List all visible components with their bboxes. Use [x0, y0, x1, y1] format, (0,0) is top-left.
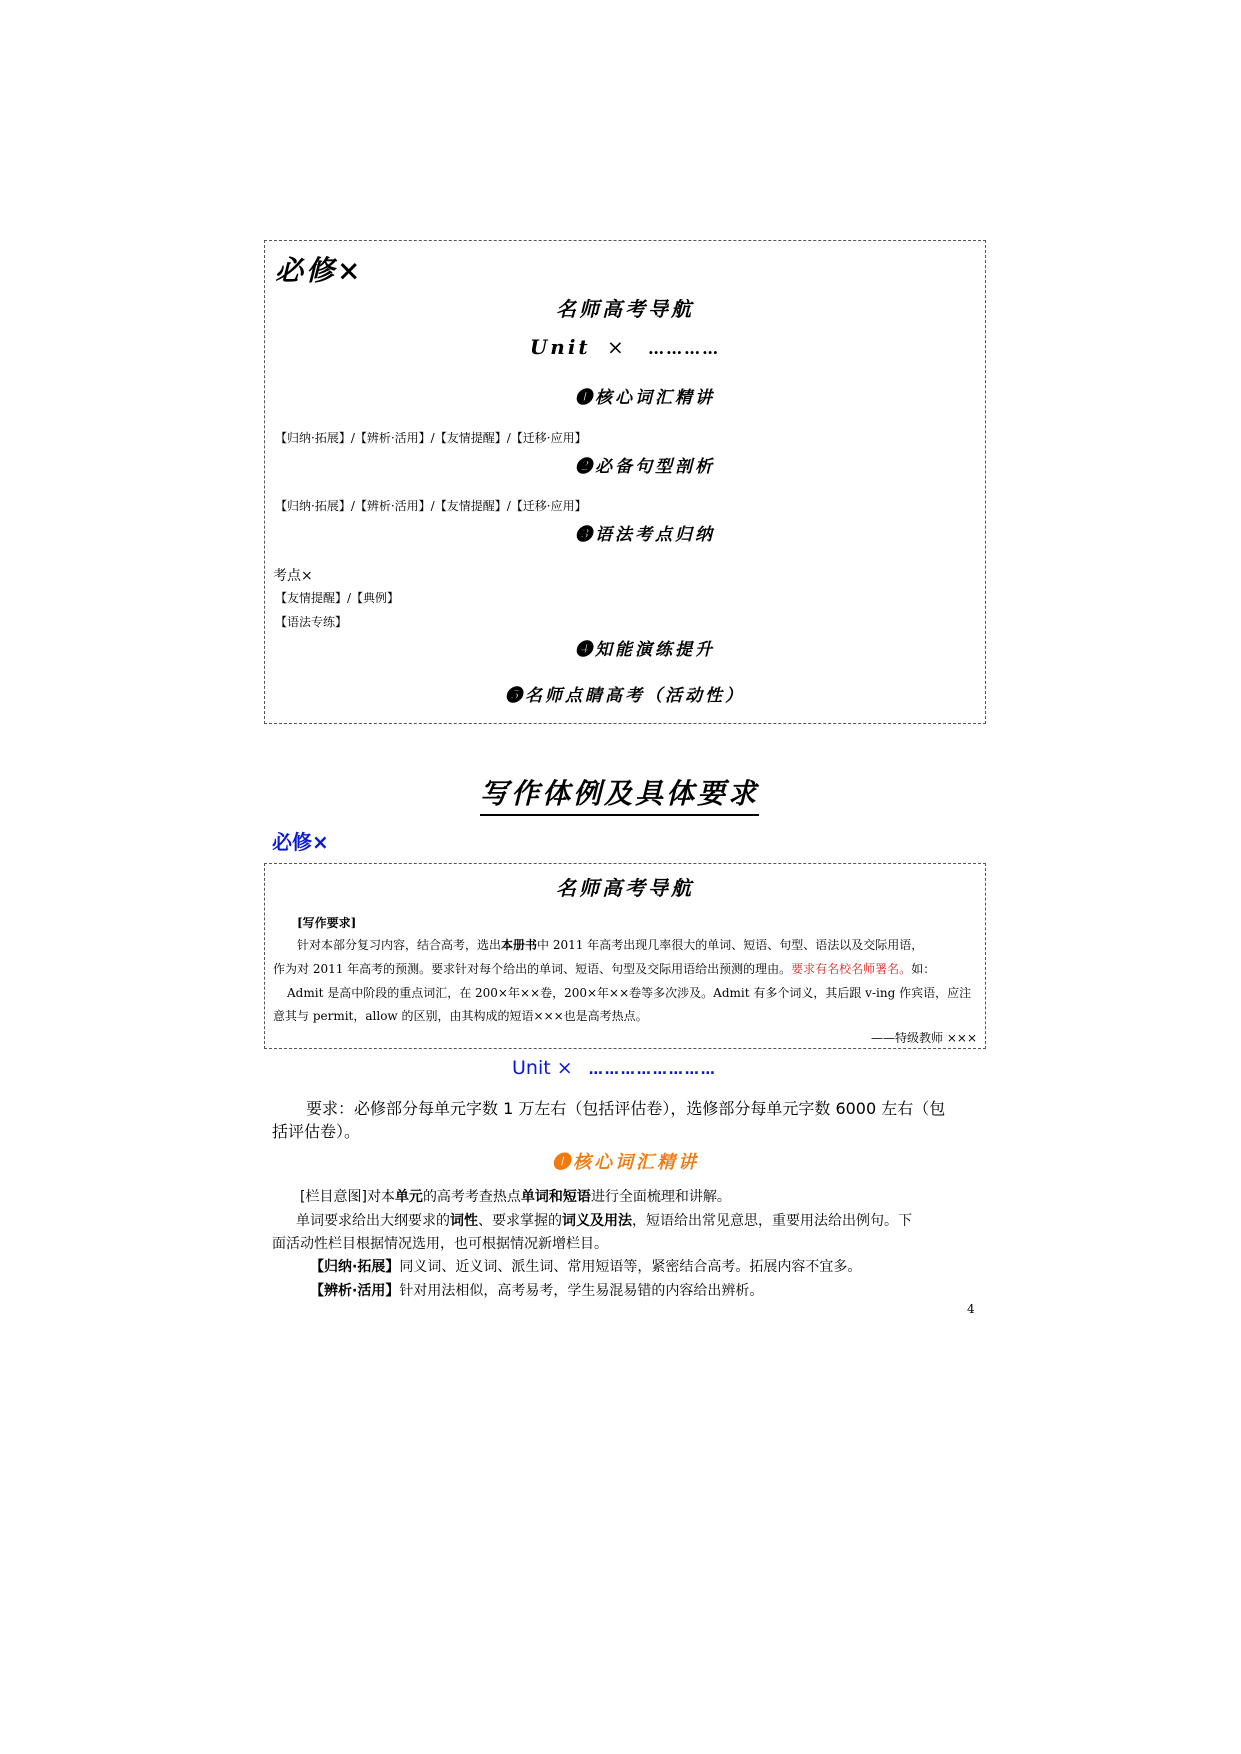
section1-title: ❶核心词汇精讲 — [575, 388, 715, 408]
signature: ——特级教师 ××× — [871, 1031, 977, 1045]
unit-line-dots: …………………… — [588, 1062, 717, 1078]
page-number: 4 — [967, 1302, 975, 1316]
template-outline-box — [264, 240, 986, 724]
unit-line — [512, 1057, 717, 1079]
outline-heading: 必修× — [275, 254, 364, 287]
intent-line: [栏目意图]对本单元的高考考查热点单词和短语进行全面梳理和讲解。 — [300, 1189, 731, 1205]
para2-line1: 单词要求给出大纲要求的词性、要求掌握的词义及用法，短语给出常见意思，重要用法给出例句。下 — [296, 1213, 912, 1229]
section5-title: ❺名师点睛高考（活动性） — [505, 686, 745, 706]
req-label: [写作要求] — [297, 916, 357, 930]
example-title: 名师高考导航 — [556, 876, 694, 900]
section2-title: ❷必备句型剖析 — [575, 457, 715, 477]
section3-tags2: 【语法专练】 — [275, 615, 348, 629]
section-label: 必修× — [272, 830, 329, 854]
section3-point: 考点× — [273, 568, 313, 584]
example-line1: Admit 是高中阶段的重点词汇，在 200×年××卷，200×年××卷等多次涉及。Admit 有多个词义，其后跟 v-ing 作宾语，应注 — [287, 986, 972, 1000]
section3-tags1: 【友情提醒】/【典例】 — [275, 591, 400, 605]
item-bianxi: 【辨析·活用】针对用法相似，高考易考，学生易混易错的内容给出辨析。 — [310, 1283, 764, 1299]
req-line1: 针对本部分复习内容，结合高考，选出本册书中 2011 年高考出现几率很大的单词、短语、句型、语法以及交际用语， — [297, 938, 924, 952]
doc-title: 写作体例及具体要求 — [480, 772, 759, 816]
example-box — [264, 863, 986, 1049]
section1-tags: 【归纳·拓展】/【辨析·活用】/【友情提醒】/【迁移·应用】 — [275, 431, 587, 445]
unit-dots: ………… — [648, 339, 721, 358]
para2-line2: 面活动性栏目根据情况选用，也可根据情况新增栏目。 — [272, 1236, 608, 1252]
outline-title: 名师高考导航 — [556, 297, 694, 321]
unit-line-label: Unit × — [512, 1057, 573, 1079]
item-guina: 【归纳·拓展】同义词、近义词、派生词、常用短语等，紧密结合高考。拓展内容不宜多。 — [310, 1259, 862, 1275]
section2-tags: 【归纳·拓展】/【辨析·活用】/【友情提醒】/【迁移·应用】 — [275, 499, 587, 513]
section1-heading: ❶核心词汇精讲 — [552, 1152, 699, 1173]
unit-mark: × — [607, 335, 624, 359]
requirement-line2: 括评估卷）。 — [272, 1122, 361, 1141]
outline-unit-line — [265, 335, 985, 359]
requirement-line1: 要求：必修部分每单元字数 1 万左右（包括评估卷），选修部分每单元字数 6000 左右（包 — [306, 1099, 946, 1118]
req-line2: 作为对 2011 年高考的预测。要求针对每个给出的单词、短语、句型及交际用语给出预测的理由。要求有名校名师署名。如： — [273, 962, 936, 976]
section3-title: ❸语法考点归纳 — [575, 525, 715, 545]
unit-label: Unit — [529, 335, 591, 359]
section4-title: ❹知能演练提升 — [575, 640, 715, 660]
example-line2: 意其与 permit，allow 的区别，由其构成的短语×××也是高考热点。 — [273, 1009, 648, 1023]
